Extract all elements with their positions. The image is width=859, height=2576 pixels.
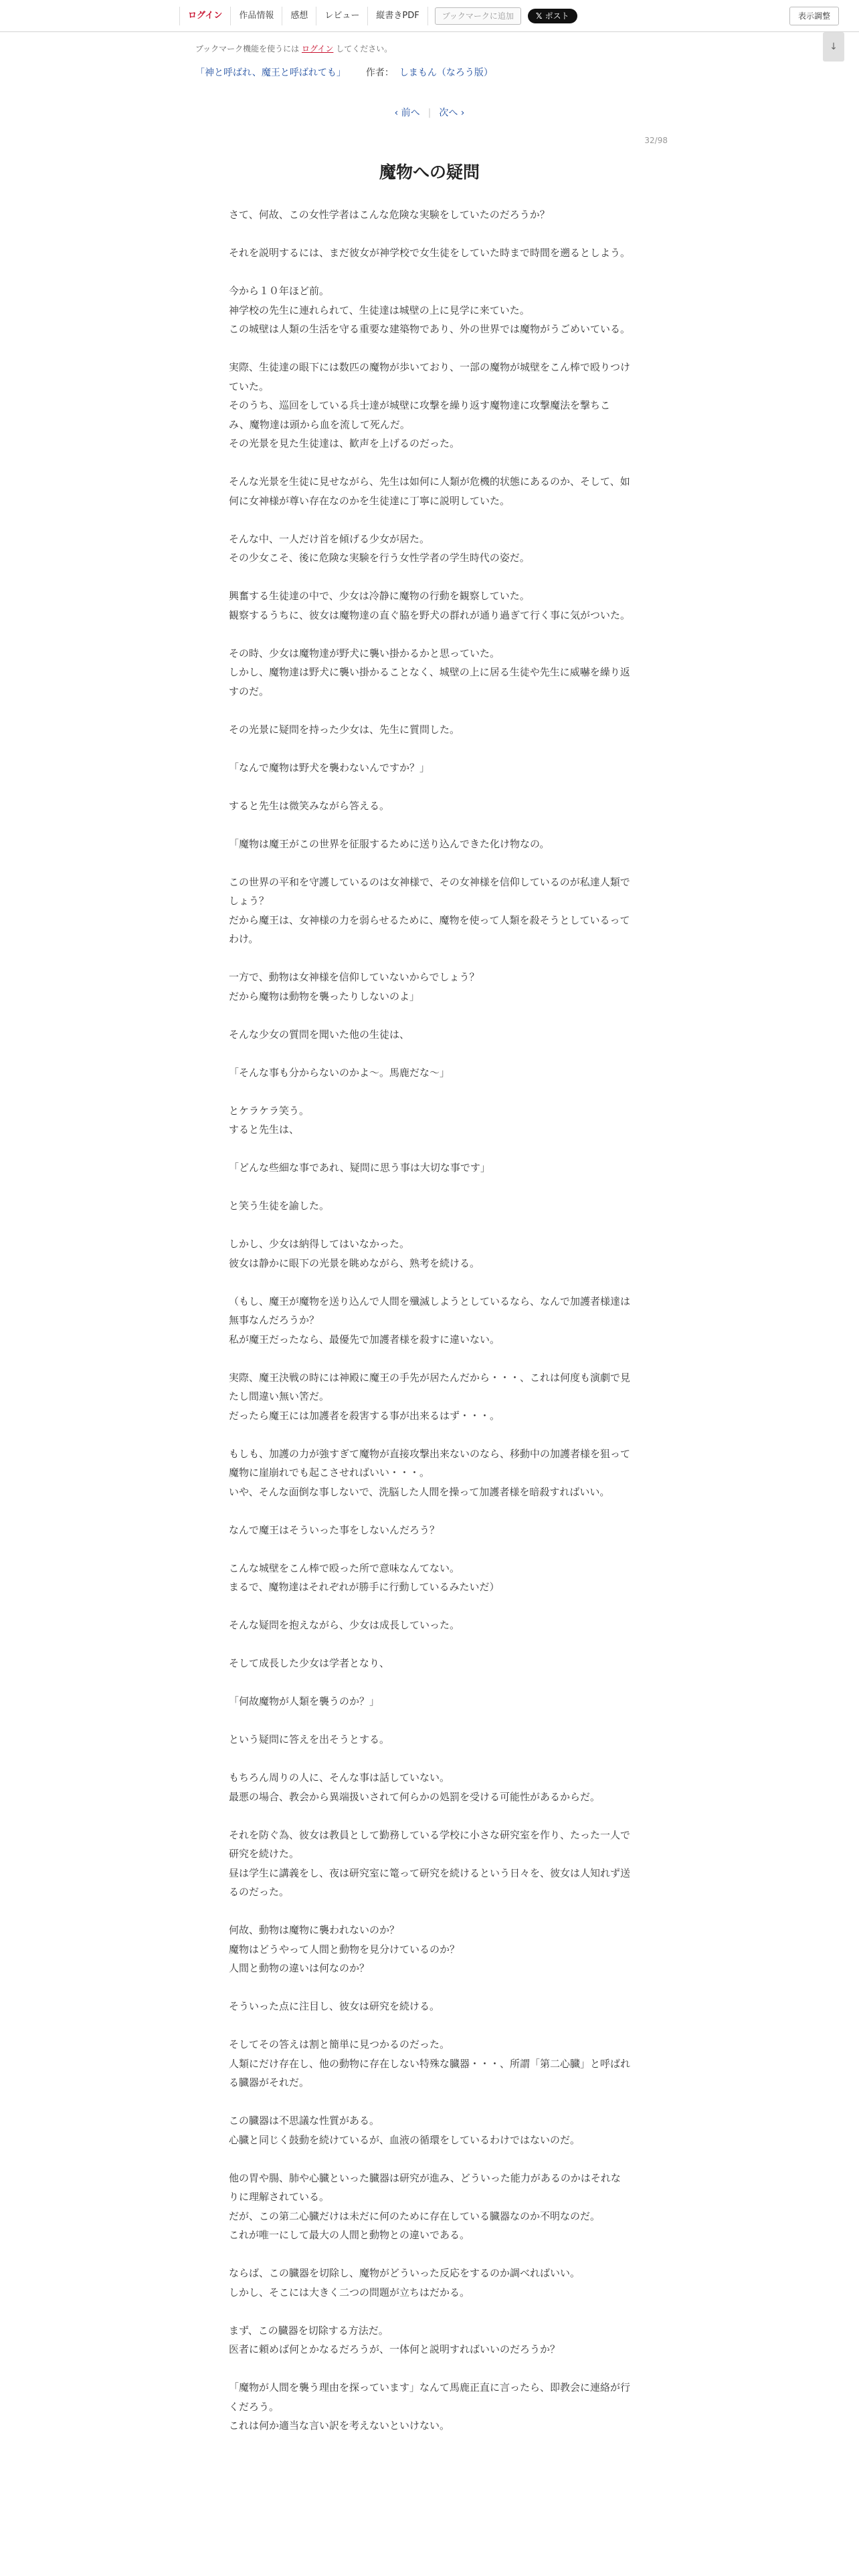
login-link[interactable]: ログイン xyxy=(179,7,231,25)
novel-paragraph: 実際、生徒達の眼下には数匹の魔物が歩いており、一部の魔物が城壁をこん棒で殴りつけていた。 そのうち、巡回をしている兵士達が城壁に攻撃を繰り返す魔物達に攻撃魔法を撃ちこみ、魔物達は頭から血を流して死んだ。 その光景を見た生徒達は、歓声を上げるのだった。 xyxy=(229,361,631,449)
novel-paragraph: その光景に疑問を持った少女は、先生に質問した。 xyxy=(229,723,460,736)
novel-paragraph: そしてその答えは割と簡単に見つかるのだった。 人類にだけ存在し、他の動物に存在しない特殊な臓器・・・、所謂「第二心臓」と呼ばれる臓器がそれだ。 xyxy=(229,2038,631,2088)
novel-paragraph: 実際、魔王決戦の時には神殿に魔王の手先が居たんだから・・・、これは何度も演劇で見たし間違い無い筈だ。 だったら魔王には加護者を殺害する事が出来るはず・・・。 xyxy=(229,1371,631,1422)
novel-paragraph: こんな城壁をこん棒で殴った所で意味なんてない。 まるで、魔物達はそれぞれが勝手に行動しているみたいだ） xyxy=(229,1562,500,1593)
page-count: 32/98 xyxy=(644,136,668,145)
novel-paragraph: この臓器は不思議な性質がある。 心臓と同じく鼓動を続けているが、血液の循環をしているわけではないのだ。 xyxy=(229,2115,581,2146)
top-bar xyxy=(0,0,859,32)
novel-paragraph: 一方で、動物は女神様を信仰していないからでしょう？ だから魔物は動物を襲ったりしないのよ」 xyxy=(229,971,480,1002)
novel-paragraph: そして成長した少女は学者となり、 xyxy=(229,1657,390,1669)
top-nav xyxy=(179,7,577,25)
novel-paragraph: もちろん周りの人に、そんな事は話していない。 最悪の場合、教会から異端扱いされて何らかの処罰を受ける可能性があるからだ。 xyxy=(229,1772,601,1803)
notice-suffix: してください。 xyxy=(336,44,393,53)
novel-body xyxy=(229,205,630,2454)
novel-paragraph: 他の胃や腸、肺や心臓といった臓器は研究が進み、どういった能力があるのかはそれなりに理解されている。 だが、この第二心臓だけは未だに何のために存在している臓器なのか不明なのだ。 これが唯一にして最大の人間と動物との違いである。 xyxy=(229,2171,621,2241)
novel-paragraph: そんな光景を生徒に見せながら、先生は如何に人類が危機的状態にあるのか、そして、如何に女神様が尊い存在なのかを生徒達に丁寧に説明していた。 xyxy=(229,475,630,507)
chapter-title: 魔物への疑問 xyxy=(379,163,480,182)
novel-paragraph: という疑問に答えを出そうとする。 xyxy=(229,1733,390,1745)
display-settings-button[interactable]: 表示調整 xyxy=(789,7,839,25)
review-link[interactable]: レビュー xyxy=(316,7,368,25)
novel-paragraph: そんな中、一人だけ首を傾げる少女が居た。 その少女こそ、後に危険な実験を行う女性学者の学生時代の姿だ。 xyxy=(229,532,530,564)
prev-chapter-link[interactable]: ‹ 前へ xyxy=(394,108,420,118)
novel-paragraph: 「魔物が人間を襲う理由を探っています」なんて馬鹿正直に言ったら、即教会に連絡が行くだろう。 これは何か適当な言い訳を考えないといけない。 xyxy=(229,2381,631,2432)
novel-paragraph: 「なんで魔物は野犬を襲わないんですか？」 xyxy=(229,761,430,774)
novel-paragraph: しかし、少女は納得してはいなかった。 彼女は静かに眼下の光景を眺めながら、熟考を続ける。 xyxy=(229,1238,480,1269)
novel-paragraph: 興奮する生徒達の中で、少女は冷静に魔物の行動を観察していた。 観察するうちに、彼女は魔物達の直ぐ脇を野犬の群れが通り過ぎて行く事に気がついた。 xyxy=(229,590,631,621)
add-bookmark-button[interactable]: ブックマークに追加 xyxy=(435,7,521,25)
novel-paragraph: この世界の平和を守護しているのは女神様で、その女神様を信仰しているのが私達人類でしょう？ だから魔王は、女神様の力を弱らせるために、魔物を使って人類を殺そうとしているってわけ。 xyxy=(229,875,630,945)
novel-paragraph: 「そんな事も分からないのかよ～。馬鹿だな～」 xyxy=(229,1066,450,1079)
novel-paragraph: それを説明するには、まだ彼女が神学校で女生徒をしていた時まで時間を遡るとしよう。 xyxy=(229,247,631,259)
novel-paragraph: 何故、動物は魔物に襲われないのか？ 魔物はどうやって人間と動物を見分けているのか？ 人間と動物の違いは何なのか？ xyxy=(229,1924,460,1974)
novel-paragraph: とケラケラ笑う。 すると先生は、 xyxy=(229,1104,310,1136)
x-logo-icon: 𝕏 xyxy=(535,11,543,21)
vertical-pdf-link[interactable]: 縦書きPDF xyxy=(368,7,427,25)
novel-paragraph: （もし、魔王が魔物を送り込んで人間を殲滅しようとしているなら、なんで加護者様達は無事なんだろうか？ 私が魔王だったなら、最優先で加護者様を殺すに違いない。 xyxy=(229,1295,631,1346)
work-info xyxy=(195,66,493,79)
novel-paragraph: 「魔物は魔王がこの世界を征服するために送り込んできた化け物なの。 xyxy=(229,837,550,850)
novel-paragraph: さて、何故、この女性学者はこんな危険な実験をしていたのだろうか？ xyxy=(229,209,550,221)
novel-paragraph: ならば、この臓器を切除し、魔物がどういった反応をするのか調べればいい。 しかし、そこには大きく二つの問題が立ちはだかる。 xyxy=(229,2267,581,2298)
author-label: 作者： xyxy=(365,68,394,78)
pager-divider: | xyxy=(427,108,432,118)
novel-paragraph: 「どんな些細な事であれ、疑問に思う事は大切な事です」 xyxy=(229,1162,490,1174)
notice-login-link[interactable]: ログイン xyxy=(302,44,334,53)
x-post-button[interactable] xyxy=(528,9,577,23)
notice-prefix: ブックマーク機能を使うには xyxy=(195,44,300,53)
novel-paragraph: そういった点に注目し、彼女は研究を続ける。 xyxy=(229,2000,440,2012)
novel-paragraph: 「何故魔物が人類を襲うのか？」 xyxy=(229,1695,380,1707)
novel-paragraph: その時、少女は魔物達が野犬に襲い掛かるかと思っていた。 しかし、魔物達は野犬に襲い掛かることなく、城壁の上に居る生徒や先生に威嚇を繰り返すのだ。 xyxy=(229,647,630,697)
author-link[interactable]: しまもん（なろう版） xyxy=(399,68,493,78)
work-info-link[interactable]: 作品情報 xyxy=(231,7,282,25)
impressions-link[interactable]: 感想 xyxy=(282,7,316,25)
next-chapter-link[interactable]: 次へ › xyxy=(439,108,465,118)
novel-paragraph: もしも、加護の力が強すぎて魔物が直接攻撃出来ないのなら、移動中の加護者様を狙って魔物に崖崩れでも起こさせればいい・・・。 いや、そんな面倒な事しないで、洗脳した人間を操って加護者様を暗殺すればいい。 xyxy=(229,1447,631,1498)
bookmark-login-notice xyxy=(195,43,392,54)
novel-paragraph: すると先生は微笑みながら答える。 xyxy=(229,799,390,812)
novel-paragraph: まず、この臓器を切除する方法だ。 医者に頼めば何とかなるだろうが、一体何と説明すればいいのだろうか？ xyxy=(229,2324,561,2355)
x-post-label: ポスト xyxy=(545,11,569,21)
novel-paragraph: と笑う生徒を諭した。 xyxy=(229,1200,330,1212)
scroll-down-button[interactable]: ↓ xyxy=(823,32,844,62)
novel-paragraph: それを防ぐ為、彼女は教員として勤務している学校に小さな研究室を作り、たった一人で研究を続けた。 昼は学生に講義をし、夜は研究室に篭って研究を続けるという日々を、彼女は人知れず送るのだった。 xyxy=(229,1828,631,1898)
work-title-link[interactable]: 「神と呼ばれ、魔王と呼ばれても」 xyxy=(195,68,346,78)
novel-paragraph: 今から１０年ほど前。 神学校の先生に連れられて、生徒達は城壁の上に見学に来ていた。 この城壁は人類の生活を守る重要な建築物であり、外の世界では魔物がうごめいている。 xyxy=(229,285,631,335)
novel-paragraph: そんな疑問を抱えながら、少女は成長していった。 xyxy=(229,1619,460,1631)
novel-paragraph: なんで魔王はそういった事をしないんだろう？ xyxy=(229,1523,440,1536)
chapter-pager xyxy=(0,106,859,119)
novel-paragraph: そんな少女の質問を聞いた他の生徒は、 xyxy=(229,1028,410,1041)
